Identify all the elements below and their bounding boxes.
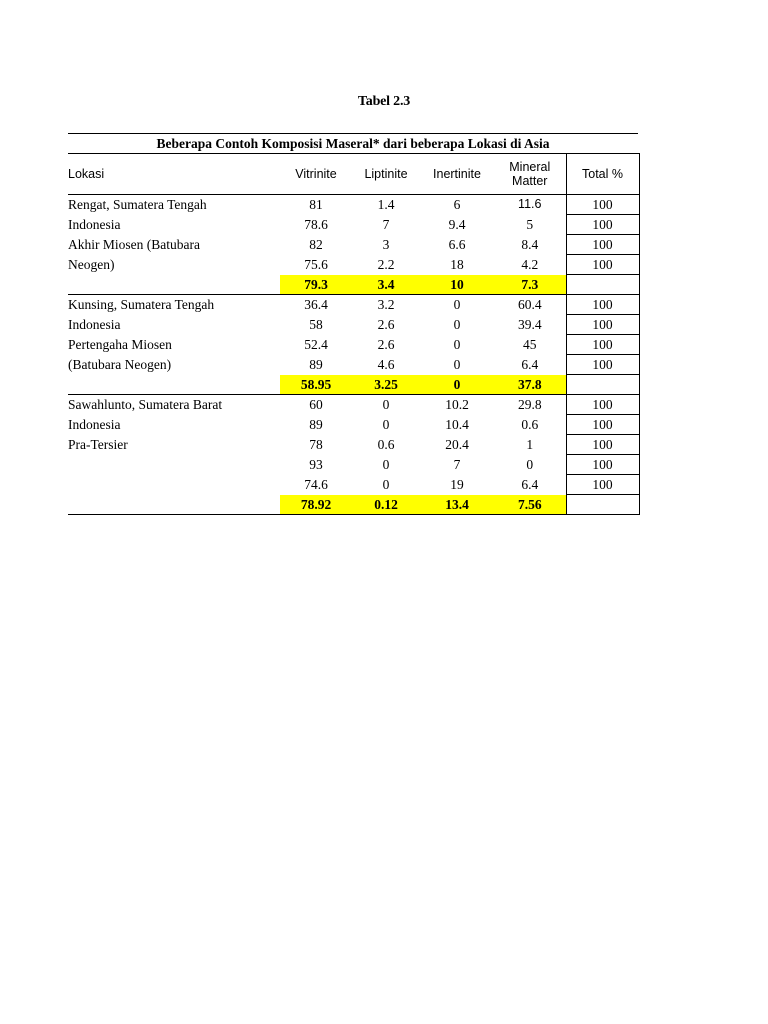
liptinite-cell: 3: [382, 237, 390, 252]
table-row: [68, 395, 639, 415]
vitrinite-cell: 78: [309, 437, 323, 452]
total-cell: 100: [566, 475, 639, 495]
location-cell: [68, 455, 280, 475]
inertinite-cell: 9.4: [448, 217, 466, 232]
location-cell: [68, 495, 280, 515]
header-vitrinite: Vitrinite: [280, 154, 352, 195]
mineral-matter-cell: 8.4: [521, 237, 539, 252]
liptinite-cell: 0: [382, 477, 390, 492]
liptinite-cell: 4.6: [377, 357, 395, 372]
mineral-matter-cell: 39.4: [517, 317, 542, 332]
liptinite-cell: 0: [382, 457, 390, 472]
vitrinite-cell: 74.6: [304, 477, 328, 492]
average-row: [68, 495, 639, 515]
table-row: [68, 455, 639, 475]
average-mineral-matter: 7.56: [494, 495, 566, 515]
vitrinite-cell: 36.4: [304, 297, 328, 313]
header-mineral-line1: Mineral: [509, 160, 551, 174]
inertinite-cell: 6: [453, 197, 461, 213]
header-total: Total %: [566, 154, 639, 195]
average-inertinite: 13.4: [420, 495, 494, 515]
location-cell: Indonesia: [68, 417, 121, 432]
mineral-matter-cell: 60.4: [517, 297, 542, 313]
total-cell: 100: [566, 295, 639, 315]
inertinite-cell: 6.6: [448, 237, 466, 252]
inertinite-cell: 18: [450, 257, 464, 272]
inertinite-cell: 10.4: [445, 417, 469, 432]
header-lokasi: Lokasi: [68, 154, 280, 195]
table-row: [68, 435, 639, 455]
average-mineral-matter: 7.3: [494, 275, 566, 295]
table-row: [68, 355, 639, 375]
vitrinite-cell: 75.6: [304, 257, 328, 272]
total-cell: [566, 495, 639, 515]
location-cell: Pra-Tersier: [68, 437, 128, 452]
average-liptinite: 3.4: [352, 275, 420, 295]
average-inertinite: 0: [420, 375, 494, 395]
table-row: [68, 335, 639, 355]
table-number: Tabel 2.3: [357, 94, 411, 109]
inertinite-cell: 0: [453, 337, 461, 352]
total-cell: [566, 375, 639, 395]
header-liptinite: Liptinite: [352, 154, 420, 195]
average-inertinite: 10: [420, 275, 494, 295]
location-cell: Akhir Miosen (Batubara: [68, 237, 200, 252]
mineral-matter-cell: 11.6: [518, 197, 542, 212]
table-row: [68, 295, 639, 315]
location-cell: [68, 275, 280, 295]
inertinite-cell: 20.4: [445, 437, 469, 452]
total-cell: 100: [566, 395, 639, 415]
table-row: [68, 475, 639, 495]
inertinite-cell: 0: [453, 317, 461, 332]
inertinite-cell: 7: [453, 457, 461, 472]
location-cell: Kunsing, Sumatera Tengah: [68, 297, 215, 313]
total-cell: 100: [566, 335, 639, 355]
mineral-matter-cell: 0: [526, 457, 534, 472]
header-row: [68, 154, 639, 195]
table-caption: Beberapa Contoh Komposisi Maseral* dari beberapa Lokasi di Asia: [68, 133, 638, 154]
table-row: [68, 315, 639, 335]
liptinite-cell: 2.2: [377, 257, 395, 272]
total-cell: 100: [566, 355, 639, 375]
vitrinite-cell: 58: [309, 317, 323, 332]
vitrinite-cell: 60: [309, 397, 323, 413]
liptinite-cell: 1.4: [377, 197, 395, 213]
mineral-matter-cell: 45: [523, 337, 537, 352]
vitrinite-cell: 81: [309, 197, 323, 213]
average-row: [68, 275, 639, 295]
vitrinite-cell: 89: [309, 357, 323, 372]
total-cell: 100: [566, 255, 639, 275]
total-cell: 100: [566, 415, 639, 435]
mineral-matter-cell: 1: [526, 437, 534, 452]
location-cell: Indonesia: [68, 317, 121, 332]
average-mineral-matter: 37.8: [494, 375, 566, 395]
total-cell: [566, 275, 639, 295]
total-cell: 100: [566, 215, 639, 235]
location-cell: Pertengaha Miosen: [68, 337, 172, 352]
liptinite-cell: 2.6: [377, 337, 395, 352]
average-liptinite: 0.12: [352, 495, 420, 515]
average-vitrinite: 78.92: [280, 495, 352, 515]
vitrinite-cell: 89: [309, 417, 323, 432]
header-mineral-line2: Matter: [512, 174, 548, 188]
average-liptinite: 3.25: [352, 375, 420, 395]
location-cell: Rengat, Sumatera Tengah: [68, 197, 207, 213]
total-cell: 100: [566, 235, 639, 255]
mineral-matter-cell: 6.4: [521, 357, 539, 372]
table-row: [68, 215, 639, 235]
location-cell: [68, 475, 280, 495]
liptinite-cell: 7: [382, 217, 390, 232]
table-row: [68, 235, 639, 255]
vitrinite-cell: 82: [309, 237, 323, 252]
liptinite-cell: 3.2: [377, 297, 395, 313]
vitrinite-cell: 78.6: [304, 217, 328, 232]
mineral-matter-cell: 29.8: [517, 397, 542, 413]
total-cell: 100: [566, 315, 639, 335]
liptinite-cell: 0: [382, 417, 390, 432]
average-vitrinite: 79.3: [280, 275, 352, 295]
mineral-matter-cell: 6.4: [521, 477, 539, 492]
total-cell: 100: [566, 195, 639, 215]
mineral-matter-cell: 4.2: [521, 257, 539, 272]
liptinite-cell: 0: [382, 397, 390, 413]
header-mineral-matter: [494, 154, 566, 195]
location-cell: Sawahlunto, Sumatera Barat: [68, 397, 223, 413]
inertinite-cell: 19: [450, 477, 464, 492]
location-cell: Neogen): [68, 257, 115, 272]
liptinite-cell: 0.6: [377, 437, 395, 452]
liptinite-cell: 2.6: [377, 317, 395, 332]
mineral-matter-cell: 5: [526, 217, 534, 232]
location-cell: Indonesia: [68, 217, 121, 232]
table-row: [68, 415, 639, 435]
maceral-composition-table: [68, 153, 640, 515]
location-cell: (Batubara Neogen): [68, 357, 172, 372]
header-inertinite: Inertinite: [420, 154, 494, 195]
total-cell: 100: [566, 435, 639, 455]
table-row: [68, 195, 639, 215]
inertinite-cell: 0: [453, 357, 461, 372]
average-vitrinite: 58.95: [280, 375, 352, 395]
table-row: [68, 255, 639, 275]
vitrinite-cell: 93: [309, 457, 323, 472]
inertinite-cell: 0: [453, 297, 461, 313]
total-cell: 100: [566, 455, 639, 475]
location-cell: [68, 375, 280, 395]
vitrinite-cell: 52.4: [304, 337, 328, 352]
average-row: [68, 375, 639, 395]
mineral-matter-cell: 0.6: [521, 417, 539, 432]
inertinite-cell: 10.2: [445, 397, 469, 413]
